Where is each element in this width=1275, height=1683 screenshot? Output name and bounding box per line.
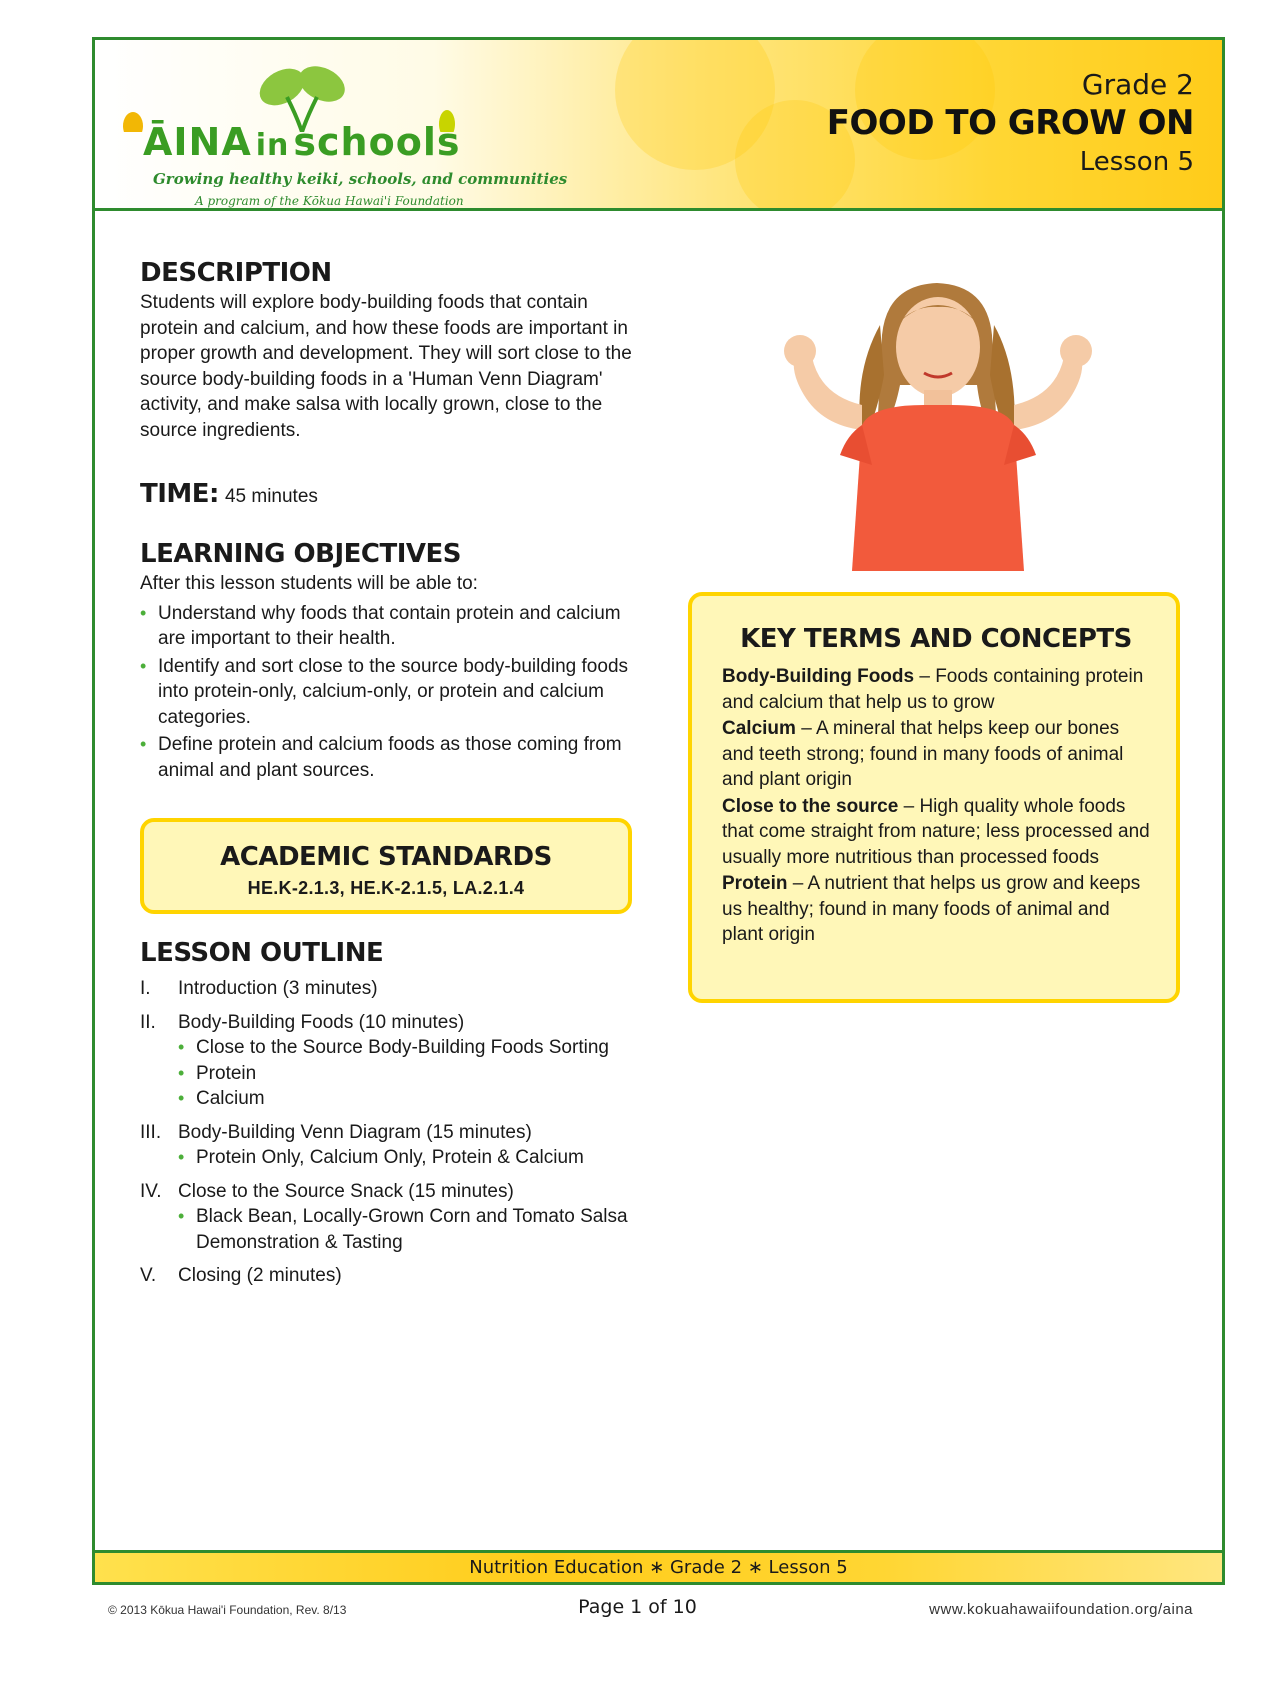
- key-term: Calcium: [722, 718, 796, 739]
- outline-item: [140, 976, 660, 1002]
- copyright-text: © 2013 Kōkua Hawai'i Foundation, Rev. 8/13: [108, 1603, 347, 1617]
- logo-wordmark: [143, 120, 460, 164]
- standards-heading: ACADEMIC STANDARDS: [220, 842, 552, 872]
- objectives-section: [140, 539, 640, 783]
- lesson-outline: [140, 938, 660, 1289]
- time-label: TIME:: [140, 479, 219, 509]
- time-value: 45 minutes: [224, 486, 318, 507]
- page-number: Page 1 of 10: [578, 1596, 697, 1618]
- outline-number: II.: [140, 1011, 156, 1033]
- key-term-entry: [722, 716, 1150, 793]
- objectives-list: [140, 601, 640, 784]
- key-terms-heading: KEY TERMS AND CONCEPTS: [740, 624, 1132, 654]
- outline-subitem: • Calcium: [178, 1086, 660, 1112]
- objective-item: • Define protein and calcium foods as those coming from animal and plant sources.: [140, 732, 640, 783]
- standards-codes: HE.K-2.1.3, HE.K-2.1.5, LA.2.1.4: [247, 878, 525, 898]
- outline-number: I.: [140, 978, 151, 999]
- logo-subtitle: A program of the Kōkua Hawai'i Foundation: [195, 194, 464, 208]
- outline-subitem: • Black Bean, Locally-Grown Corn and Tomato Salsa Demonstration & Tasting: [178, 1204, 660, 1255]
- footer-url: www.kokuahawaiifoundation.org/aina: [929, 1601, 1193, 1618]
- description-heading: DESCRIPTION: [140, 258, 332, 288]
- key-term-definition: – Foods containing protein and calcium that help us to grow: [722, 666, 1144, 713]
- outline-text: Body-Building Foods (10 minutes): [178, 1011, 465, 1033]
- key-term-entry: [722, 871, 1150, 948]
- outline-text: Introduction (3 minutes): [178, 978, 378, 999]
- outline-sublist: [140, 1035, 660, 1112]
- key-term-entry: [722, 664, 1150, 715]
- outline-text: Body-Building Venn Diagram (15 minutes): [178, 1121, 532, 1143]
- girl-flexing-illustration: [712, 265, 1164, 571]
- objectives-heading: LEARNING OBJECTIVES: [140, 539, 462, 569]
- outline-item: [140, 1263, 660, 1289]
- outline-number: V.: [140, 1265, 157, 1286]
- outline-sublist: [140, 1145, 660, 1171]
- page-header: [95, 40, 1222, 211]
- footer-band: [95, 1550, 1222, 1582]
- outline-text: Closing (2 minutes): [178, 1265, 342, 1286]
- academic-standards-box: [140, 818, 632, 914]
- key-term-definition: – A nutrient that helps us grow and keeps us healthy; found in many foods of animal and plant origin: [722, 873, 1141, 945]
- lesson-number: Lesson 5: [1079, 147, 1194, 177]
- key-term: Body-Building Foods: [722, 666, 915, 687]
- outline-item: [140, 1010, 660, 1036]
- outline-heading: LESSON OUTLINE: [140, 938, 384, 968]
- objective-item: • Identify and sort close to the source body-building foods into protein-only, calcium-only, or protein and calcium categories.: [140, 654, 640, 731]
- lesson-heading: [827, 68, 1194, 177]
- objectives-intro: After this lesson students will be able to:: [140, 573, 478, 594]
- key-term-definition: – High quality whole foods that come straight from nature; less processed and usually more nutritious than processed foods: [722, 795, 1150, 868]
- outline-item: [140, 1179, 660, 1205]
- grade-label: Grade 2: [1081, 68, 1194, 101]
- outline-text: Close to the Source Snack (15 minutes): [178, 1180, 514, 1202]
- outline-sublist: [140, 1204, 660, 1255]
- key-term-entry: [722, 794, 1150, 871]
- description-text: Students will explore body-building foods that contain protein and calcium, and how these foods are important in proper growth and development. They will sort close to the source body-building foods in a 'Human Venn Diagram' activity, and make salsa with locally grown, close to the source ingredients.: [140, 292, 632, 441]
- logo-schools: schools: [293, 120, 461, 164]
- left-column: [140, 258, 640, 785]
- logo-tagline: Growing healthy keiki, schools, and communities: [153, 170, 568, 188]
- outline-number: IV.: [140, 1180, 162, 1202]
- outline-number: III.: [140, 1121, 162, 1143]
- girl-flexing-photo: [712, 265, 1164, 571]
- time-row: [140, 479, 640, 509]
- logo-aina: ĀINA: [143, 120, 252, 164]
- outline-item: [140, 1120, 660, 1146]
- lesson-title: FOOD TO GROW ON: [826, 103, 1194, 143]
- key-term-definition: – A mineral that helps keep our bones and teeth strong; found in many foods of animal and plant origin: [722, 718, 1124, 790]
- outline-subitem: • Close to the Source Body-Building Foods Sorting: [178, 1035, 660, 1061]
- aina-in-schools-logo: [117, 52, 568, 208]
- key-terms-box: [688, 592, 1180, 1003]
- key-term: Close to the source: [722, 795, 899, 817]
- outline-subitem: • Protein: [178, 1061, 660, 1087]
- key-term: Protein: [722, 873, 788, 894]
- logo-in: in: [255, 128, 290, 163]
- objective-item: • Understand why foods that contain protein and calcium are important to their health.: [140, 601, 640, 652]
- outline-subitem: • Protein Only, Calcium Only, Protein & Calcium: [178, 1145, 660, 1171]
- footer-band-text: Nutrition Education ∗ Grade 2 ∗ Lesson 5: [469, 1557, 848, 1578]
